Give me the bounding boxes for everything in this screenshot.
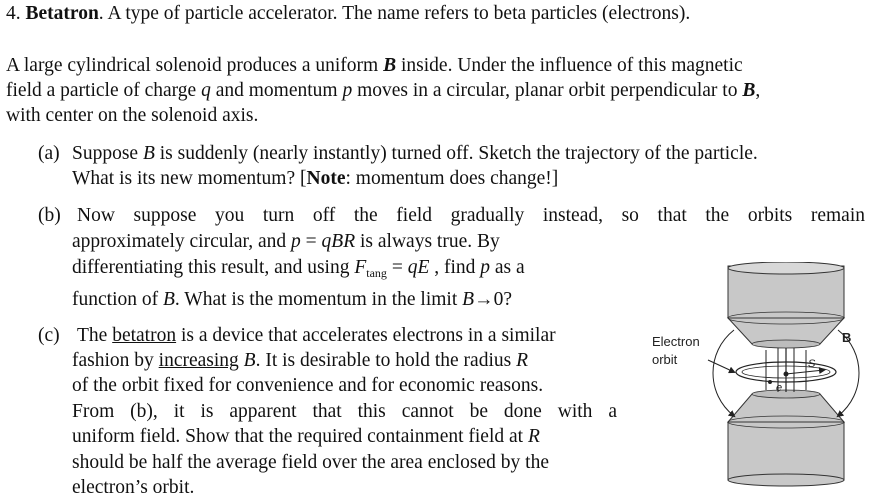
part-a-line-1: Suppose B is suddenly (nearly instantly) turned off. Sketch the trajectory of the particle. bbox=[72, 143, 758, 164]
part-c-line-5: uniform field. Show that the required containment field at R bbox=[72, 426, 540, 447]
part-a-line-2: What is its new momentum? [Note: momentum does change!] bbox=[72, 168, 559, 189]
electron-orbit-pointer bbox=[708, 360, 734, 372]
part-b-label: (b) bbox=[38, 205, 61, 226]
part-b-line-2: approximately circular, and p = qBR is always true. By bbox=[72, 231, 500, 252]
figure-label-b: B bbox=[842, 330, 852, 345]
field-lines bbox=[766, 348, 806, 392]
part-c-line-3: of the orbit fixed for convenience and for economic reasons. bbox=[72, 375, 544, 396]
part-a-label: (a) bbox=[38, 143, 60, 164]
intro-line-3: with center on the solenoid axis. bbox=[6, 105, 259, 126]
problem-title-rest: . A type of particle accelerator. The name refers to beta particles (electrons). bbox=[98, 3, 691, 24]
part-c-line-7: electron’s orbit. bbox=[72, 477, 195, 498]
part-c-label: (c) bbox=[38, 325, 60, 346]
bottom-pole-piece bbox=[728, 390, 844, 486]
betatron-diagram bbox=[648, 262, 870, 488]
intro-line-1: A large cylindrical solenoid produces a uniform B inside. Under the influence of this magnetic bbox=[6, 55, 743, 76]
problem-title: Betatron bbox=[25, 3, 99, 24]
figure-label-electron: Electron bbox=[652, 334, 700, 349]
figure-label-s: S bbox=[808, 358, 816, 370]
figure-label-orbit: orbit bbox=[652, 352, 678, 367]
betatron-figure bbox=[648, 262, 870, 488]
part-b-line-4: function of B. What is the momentum in the limit B→0? bbox=[72, 289, 512, 310]
part-c-line-4: From (b), it is apparent that this cannot be done with a bbox=[72, 401, 617, 422]
problem-title-line bbox=[6, 2, 690, 26]
intro-line-2: field a particle of charge q and momentum p moves in a circular, planar orbit perpendicular to B, bbox=[6, 80, 761, 101]
part-c-line-6: should be half the average field over the area enclosed by the bbox=[72, 452, 549, 473]
top-pole-piece bbox=[728, 262, 844, 348]
electron-dot bbox=[768, 380, 772, 384]
part-c-line-1: The betatron is a device that accelerates electrons in a similar bbox=[77, 325, 556, 346]
part-b-line-1: Now suppose you turn off the field gradually instead, so that the orbits remain bbox=[77, 205, 865, 226]
problem-number: 4. bbox=[6, 3, 21, 24]
return-field-left bbox=[713, 330, 734, 416]
figure-label-e: e bbox=[776, 382, 783, 394]
part-b-line-3: differentiating this result, and using $F_{tang}$ = qE , find p as a bbox=[72, 257, 525, 280]
part-c-line-2: fashion by increasing B. It is desirable to hold the radius R bbox=[72, 350, 529, 371]
